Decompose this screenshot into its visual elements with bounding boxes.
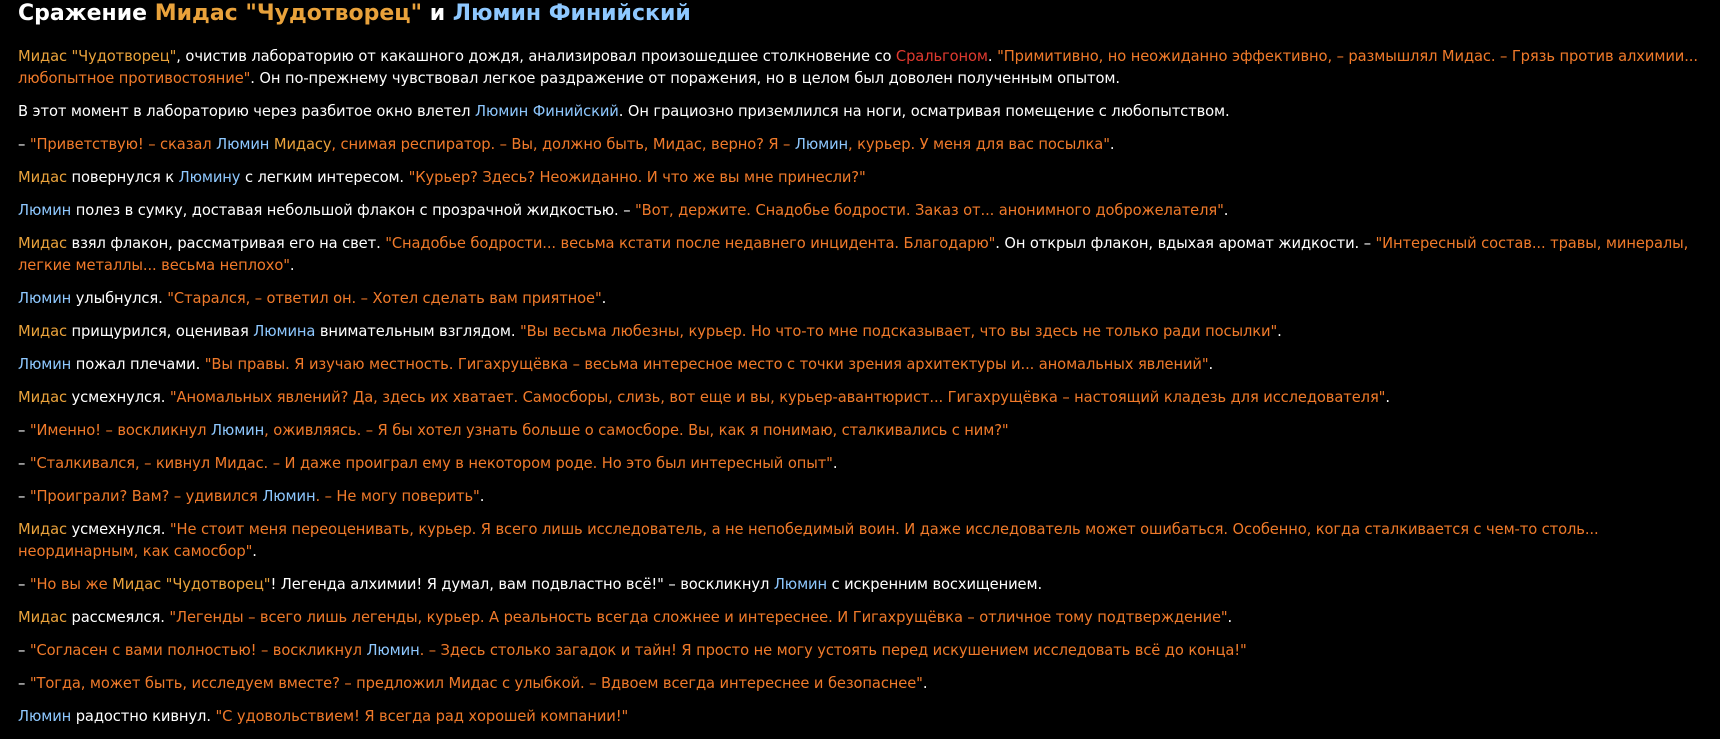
narration-text: полез в сумку, доставая небольшой флакон с прозрачной жидкостью. – bbox=[71, 202, 636, 219]
dialogue-text: "Старался, – ответил он. – Хотел сделать вам приятное" bbox=[167, 290, 602, 307]
character-name-midas: Мидас bbox=[18, 235, 67, 252]
narration-text: . bbox=[1208, 356, 1214, 373]
narration-text: . bbox=[1227, 609, 1233, 626]
narration-text: – bbox=[18, 136, 30, 153]
character-name-lumin: Люмин Финийский bbox=[452, 1, 691, 26]
dialogue-text: "Сталкивался, – кивнул Мидас. – И даже проиграл ему в некотором роде. Но это был интересный опыт" bbox=[29, 455, 833, 472]
narration-text: усмехнулся. bbox=[66, 389, 170, 406]
narration-text: . bbox=[1277, 323, 1282, 340]
narration-text: прищурился, оценивая bbox=[66, 323, 254, 340]
story-paragraph bbox=[18, 607, 1702, 629]
dialogue-text: , оживляясь. – Я бы хотел узнать больше о самосборе. Вы, как я понимаю, сталкивались с ним?" bbox=[264, 422, 1009, 439]
narration-text: , очистив лабораторию от какашного дождя, анализировал произошедшее столкновение со bbox=[176, 48, 896, 65]
narration-text: . bbox=[1223, 202, 1229, 219]
narration-text: пожал плечами. bbox=[71, 356, 205, 373]
narration-text: . bbox=[1109, 136, 1115, 153]
character-name-lumin: Люмин bbox=[18, 202, 72, 219]
dialogue-text: "Приветствую! – сказал bbox=[29, 136, 217, 153]
narration-text: – bbox=[18, 422, 30, 439]
narration-text: . bbox=[601, 290, 607, 307]
character-name-lumin: Люмин bbox=[18, 356, 72, 373]
narration-text: . bbox=[832, 455, 838, 472]
character-name-midas: Мидас bbox=[18, 323, 67, 340]
character-name-midas: Мидас "Чудотворец" bbox=[112, 576, 271, 593]
dialogue-text: "Вы весьма любезны, курьер. Но что-то мне подсказывает, что вы здесь не только ради посылки" bbox=[520, 323, 1278, 340]
character-name-lumin: Люмин bbox=[794, 136, 849, 153]
dialogue-text: . – Не могу поверить" bbox=[315, 488, 480, 505]
character-name-midas: Мидас bbox=[18, 169, 67, 186]
dialogue-text: "Не стоит меня переоценивать, курьер. Я всего лишь исследователь, а не непобедимый воин. И даже исследователь может ошибаться. Особенно, когда сталкивается с чем-то столь... неординарным, как самосбор" bbox=[18, 521, 1599, 560]
character-name-midas: Мидас "Чудотворец" bbox=[154, 1, 423, 26]
narration-text: . Он открыл флакон, вдыхая аромат жидкости. – bbox=[995, 235, 1376, 252]
story-paragraph bbox=[18, 167, 1702, 189]
character-name-lumin: Люмина bbox=[253, 323, 316, 340]
story-paragraph bbox=[18, 453, 1702, 475]
character-name-lumin: Люмин bbox=[216, 136, 270, 153]
story-paragraph bbox=[18, 486, 1702, 508]
dialogue-text: "Но вы же bbox=[29, 576, 113, 593]
narration-text: взял флакон, рассматривая его на свет. bbox=[66, 235, 386, 252]
story-paragraph bbox=[18, 46, 1702, 90]
dialogue-text: "С удовольствием! Я всегда рад хорошей компании!" bbox=[215, 708, 629, 725]
narration-text: рассмеялся. bbox=[66, 609, 170, 626]
narration-text: – bbox=[18, 455, 30, 472]
dialogue-text: "Примитивно, но неожиданно эффективно, – размышлял Мидас. – Грязь против алхимии... любопытное противостояние" bbox=[18, 48, 1698, 87]
story-paragraph bbox=[18, 354, 1702, 376]
character-name-lumin: Люмину bbox=[178, 169, 241, 186]
narration-text: ! Легенда алхимии! Я думал, вам подвластно всё!" – воскликнул bbox=[270, 576, 774, 593]
story-title bbox=[18, 0, 1702, 28]
narration-text: улыбнулся. bbox=[71, 290, 168, 307]
story-paragraph bbox=[18, 101, 1702, 123]
story-paragraph bbox=[18, 519, 1702, 563]
character-name-lumin: Люмин bbox=[366, 642, 420, 659]
story-paragraph bbox=[18, 574, 1702, 596]
dialogue-text: "Согласен с вами полностью! – воскликнул bbox=[29, 642, 367, 659]
dialogue-text: "Именно! – воскликнул bbox=[29, 422, 211, 439]
story-body bbox=[18, 46, 1702, 728]
narration-text: В этот момент в лабораторию через разбитое окно влетел bbox=[18, 103, 475, 120]
dialogue-text: "Курьер? Здесь? Неожиданно. И что же вы мне принесли?" bbox=[408, 169, 866, 186]
story-paragraph bbox=[18, 288, 1702, 310]
character-name-midas: Мидас bbox=[18, 609, 67, 626]
narration-text: – bbox=[18, 576, 30, 593]
character-name-midas: Мидасу bbox=[273, 136, 332, 153]
character-name-lumin: Люмин bbox=[18, 290, 72, 307]
dialogue-text: , курьер. У меня для вас посылка" bbox=[848, 136, 1110, 153]
story-paragraph bbox=[18, 233, 1702, 277]
dialogue-text: , снимая респиратор. – Вы, должно быть, Мидас, верно? Я – bbox=[331, 136, 795, 153]
story-paragraph bbox=[18, 640, 1702, 662]
character-name-lumin: Люмин bbox=[262, 488, 316, 505]
narration-text: – bbox=[18, 488, 30, 505]
narration-text: внимательным взглядом. bbox=[315, 323, 521, 340]
narration-text: . bbox=[987, 48, 998, 65]
dialogue-text: "Легенды – всего лишь легенды, курьер. А реальность всегда сложнее и интереснее. И Гигахрущёвка – отличное тому подтверждение" bbox=[169, 609, 1228, 626]
character-name-lumin: Люмин Финийский bbox=[475, 103, 619, 120]
narration-text: . bbox=[1385, 389, 1390, 406]
narration-text: . Он по-прежнему чувствовал легкое раздражение от поражения, но в целом был доволен полученным опытом. bbox=[250, 70, 1120, 87]
dialogue-text: "Снадобье бодрости... весьма кстати после недавнего инцидента. Благодарю" bbox=[385, 235, 996, 252]
narration-text: – bbox=[18, 675, 30, 692]
dialogue-text: "Вы правы. Я изучаю местность. Гигахрущёвка – весьма интересное место с точки зрения архитектуры и... аномальных явлений" bbox=[204, 356, 1209, 373]
narration-text: . bbox=[252, 543, 257, 560]
character-name-midas: Мидас bbox=[18, 521, 67, 538]
story-paragraph bbox=[18, 134, 1702, 156]
narration-text: . bbox=[289, 257, 295, 274]
dialogue-text: "Вот, держите. Снадобье бодрости. Заказ от... анонимного доброжелателя" bbox=[635, 202, 1224, 219]
narration-text: . Он грациозно приземлился на ноги, осматривая помещение с любопытством. bbox=[618, 103, 1230, 120]
character-name-midas: Мидас "Чудотворец" bbox=[18, 48, 177, 65]
dialogue-text: "Проиграли? Вам? – удивился bbox=[29, 488, 263, 505]
story-paragraph bbox=[18, 673, 1702, 695]
narration-text: Сражение bbox=[18, 1, 155, 26]
dialogue-text: "Интересный состав... травы, минералы, легкие металлы... весьма неплохо" bbox=[18, 235, 1689, 274]
story-paragraph bbox=[18, 321, 1702, 343]
character-name-lumin: Люмин bbox=[210, 422, 265, 439]
narration-text: . bbox=[479, 488, 485, 505]
story-paragraph bbox=[18, 387, 1702, 409]
story-paragraph bbox=[18, 200, 1702, 222]
character-name-lumin: Люмин bbox=[18, 708, 72, 725]
dialogue-text: "Аномальных явлений? Да, здесь их хватает. Самосборы, слизь, вот еще и вы, курьер-авантюрист... Гигахрущёвка – настоящий кладезь для исследователя" bbox=[169, 389, 1386, 406]
narration-text: усмехнулся. bbox=[66, 521, 170, 538]
character-name-sralgon: Сральгоном bbox=[895, 48, 988, 65]
narration-text: радостно кивнул. bbox=[71, 708, 216, 725]
narration-text: – bbox=[18, 642, 30, 659]
narration-text: и bbox=[422, 1, 453, 26]
dialogue-text: . – Здесь столько загадок и тайн! Я просто не могу устоять перед искушением исследовать всё до конца!" bbox=[419, 642, 1247, 659]
character-name-midas: Мидас bbox=[18, 389, 67, 406]
story-paragraph bbox=[18, 420, 1702, 442]
character-name-lumin: Люмин bbox=[773, 576, 827, 593]
narration-text: . bbox=[922, 675, 928, 692]
narration-text: повернулся к bbox=[66, 169, 179, 186]
narration-text: с искренним восхищением. bbox=[827, 576, 1043, 593]
story-paragraph bbox=[18, 706, 1702, 728]
narration-text: с легким интересом. bbox=[240, 169, 409, 186]
dialogue-text: "Тогда, может быть, исследуем вместе? – предложил Мидас с улыбкой. – Вдвоем всегда интереснее и безопаснее" bbox=[29, 675, 923, 692]
